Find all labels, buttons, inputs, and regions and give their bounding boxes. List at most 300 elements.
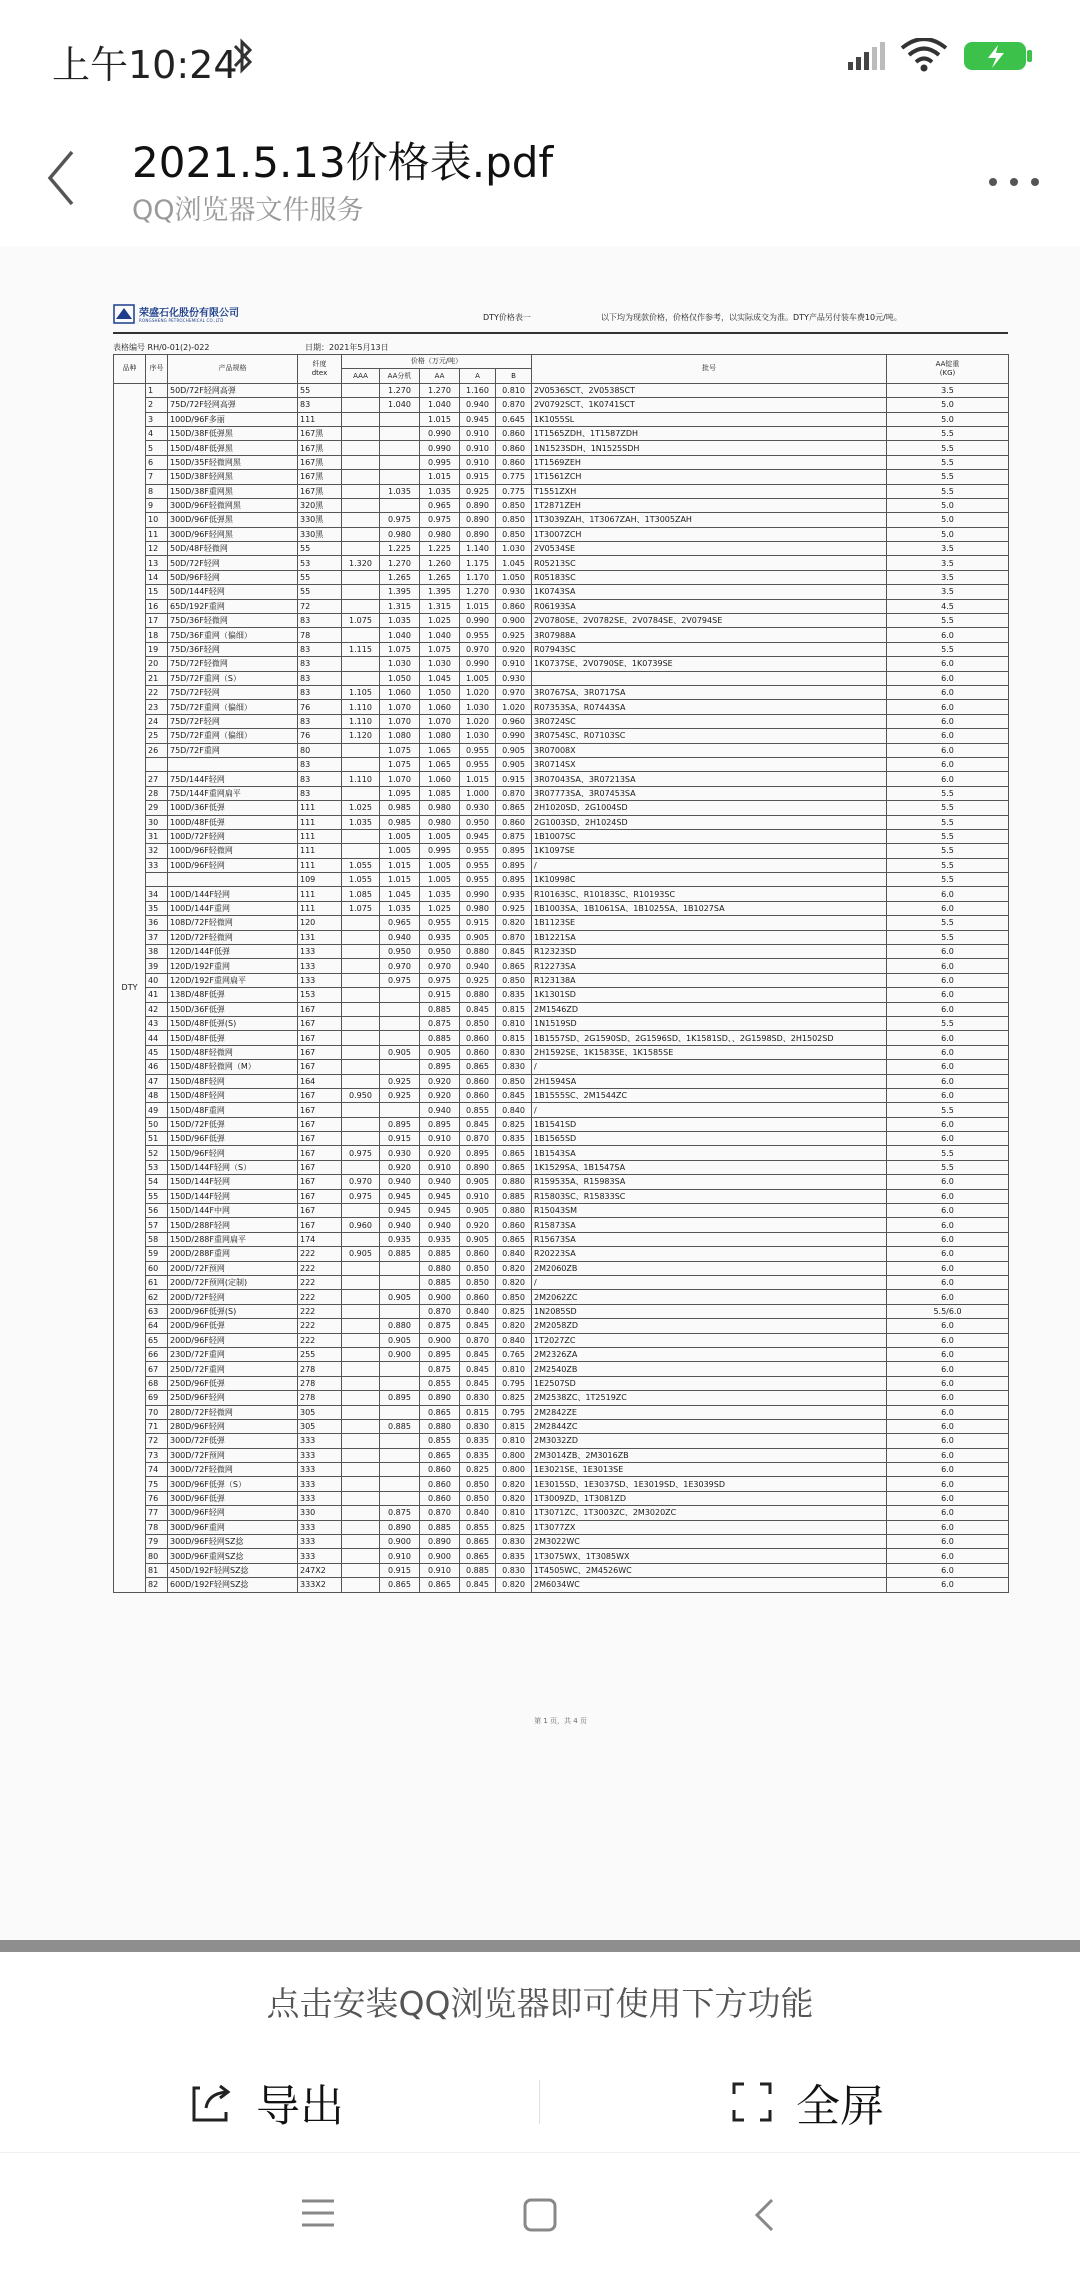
col-aa-split: AA分机 <box>380 369 420 383</box>
table-cell: 1B1565SD <box>532 1132 887 1146</box>
table-cell: 167 <box>298 1031 342 1045</box>
table-cell: 75D/144F轻网 <box>168 772 298 786</box>
table-cell: 1B1003SA、1B1061SA、1B1025SA、1B1027SA <box>532 901 887 915</box>
table-cell: 0.880 <box>460 988 496 1002</box>
table-cell: 300D/96F轻微网黑 <box>168 498 298 512</box>
table-cell: 0.925 <box>380 1088 420 1102</box>
table-cell: 48 <box>146 1088 168 1102</box>
table-cell: 0.865 <box>420 1578 460 1592</box>
table-cell: 0.975 <box>420 973 460 987</box>
table-cell: 222 <box>298 1261 342 1275</box>
table-cell: 0.980 <box>460 901 496 915</box>
table-row <box>114 1074 1009 1088</box>
table-cell: / <box>532 858 887 872</box>
table-cell: 0.850 <box>460 1491 496 1505</box>
table-cell: 0.945 <box>380 1189 420 1203</box>
table-cell: 0.920 <box>420 1088 460 1102</box>
table-cell: 1.110 <box>342 714 380 728</box>
table-cell: 35 <box>146 901 168 915</box>
table-row <box>114 1060 1009 1074</box>
table-cell: 6.0 <box>887 1362 1009 1376</box>
table-row <box>114 1290 1009 1304</box>
table-cell: 6.0 <box>887 1074 1009 1088</box>
table-cell <box>380 1002 420 1016</box>
table-cell: 111 <box>298 887 342 901</box>
table-cell: 15 <box>146 585 168 599</box>
table-cell: 0.890 <box>460 498 496 512</box>
table-cell <box>342 498 380 512</box>
table-cell: 1.140 <box>460 542 496 556</box>
table-cell: 0.885 <box>420 1002 460 1016</box>
table-cell: 2M2842ZE <box>532 1405 887 1419</box>
table-cell <box>342 426 380 440</box>
table-cell <box>342 930 380 944</box>
table-row <box>114 1304 1009 1318</box>
table-cell: / <box>532 1103 887 1117</box>
table-cell <box>168 873 298 887</box>
table-row <box>114 700 1009 714</box>
table-cell: 167 <box>298 1189 342 1203</box>
table-cell: 6.0 <box>887 1247 1009 1261</box>
table-cell: 150D/48F重网 <box>168 1103 298 1117</box>
table-row <box>114 556 1009 570</box>
table-cell: 6.0 <box>887 1391 1009 1405</box>
table-cell: 75D/144F重网扁平 <box>168 786 298 800</box>
table-row <box>114 930 1009 944</box>
table-row <box>114 1391 1009 1405</box>
table-cell: 2M2540ZB <box>532 1362 887 1376</box>
table-cell: 75D/36F重网（偏细） <box>168 628 298 642</box>
table-cell: 2V0536SCT、2V0538SCT <box>532 383 887 397</box>
fullscreen-label: 全屏 <box>796 2081 884 2132</box>
table-cell <box>380 1491 420 1505</box>
table-cell: 78 <box>298 628 342 642</box>
table-cell: R06193SA <box>532 599 887 613</box>
table-cell: 150D/38F低弹黑 <box>168 426 298 440</box>
fullscreen-button[interactable] <box>730 2070 884 2134</box>
page-separator <box>0 1940 1080 1952</box>
table-cell: 55 <box>298 570 342 584</box>
table-cell: 1.080 <box>420 729 460 743</box>
col-seq: 序号 <box>146 355 168 384</box>
table-cell: 1.095 <box>380 786 420 800</box>
table-cell: 0.955 <box>460 873 496 887</box>
table-cell: 55 <box>298 383 342 397</box>
table-cell: 28 <box>146 786 168 800</box>
table-row <box>114 945 1009 959</box>
table-cell <box>342 628 380 642</box>
table-cell: 0.865 <box>420 1405 460 1419</box>
table-cell: 0.955 <box>460 844 496 858</box>
table-cell: 75D/72F重网（偏细） <box>168 700 298 714</box>
table-cell: 5.5 <box>887 1016 1009 1030</box>
table-cell: 120D/144F低弹 <box>168 945 298 959</box>
table-cell: 2V0780SE、2V0782SE、2V0784SE、2V0794SE <box>532 614 887 628</box>
table-cell: 1.030 <box>460 729 496 743</box>
table-cell: 6.0 <box>887 1578 1009 1592</box>
table-cell: 0.815 <box>496 1002 532 1016</box>
table-cell <box>342 1376 380 1390</box>
table-cell: 5.5 <box>887 455 1009 469</box>
table-cell: 2M3022WC <box>532 1535 887 1549</box>
table-cell: 0.975 <box>342 1146 380 1160</box>
table-cell: 1.005 <box>460 671 496 685</box>
table-cell: 0.795 <box>496 1376 532 1390</box>
table-cell: 5.5 <box>887 930 1009 944</box>
table-cell: 1N1519SD <box>532 1016 887 1030</box>
table-cell: 1.000 <box>460 786 496 800</box>
table-cell: 450D/192F轻网SZ捻 <box>168 1563 298 1577</box>
document-note: 以下均为现款价格，价格仅作参考，以实际成交为准。DTY产品另付装车费10元/吨。 <box>601 313 902 322</box>
table-cell <box>342 1578 380 1592</box>
table-cell: 0.905 <box>460 1204 496 1218</box>
nav-back-icon[interactable] <box>752 2197 776 2237</box>
table-cell: 200D/72F预网 <box>168 1261 298 1275</box>
table-cell: 1.030 <box>380 657 420 671</box>
pdf-viewer[interactable] <box>0 246 1080 1940</box>
table-cell: 64 <box>146 1319 168 1333</box>
table-row <box>114 1045 1009 1059</box>
system-nav-bar <box>0 2152 1080 2280</box>
price-table <box>113 354 1009 1593</box>
more-options-icon[interactable] <box>986 174 1042 193</box>
table-cell <box>380 1261 420 1275</box>
table-cell: 5.5 <box>887 426 1009 440</box>
table-cell: 1.115 <box>342 642 380 656</box>
table-cell: 5.5 <box>887 1103 1009 1117</box>
table-cell: 1E2507SD <box>532 1376 887 1390</box>
table-cell: 0.925 <box>496 901 532 915</box>
table-cell: 1.065 <box>420 757 460 771</box>
table-cell: 0.990 <box>460 887 496 901</box>
table-cell: 6.0 <box>887 1261 1009 1275</box>
table-cell: 76 <box>298 729 342 743</box>
table-cell: 1B1543SA <box>532 1146 887 1160</box>
table-cell: 6.0 <box>887 1117 1009 1131</box>
table-cell: 111 <box>298 844 342 858</box>
table-cell: 0.850 <box>496 1290 532 1304</box>
table-cell: 0.775 <box>496 484 532 498</box>
table-cell <box>342 1261 380 1275</box>
col-a: A <box>460 369 496 383</box>
table-cell: 1B1541SD <box>532 1117 887 1131</box>
table-cell: 0.900 <box>380 1347 420 1361</box>
table-cell: 0.905 <box>496 757 532 771</box>
table-cell: 1T4505WC、2M4526WC <box>532 1563 887 1577</box>
table-row <box>114 1160 1009 1174</box>
table-cell: 5.5 <box>887 614 1009 628</box>
table-row <box>114 1578 1009 1592</box>
table-cell: 0.875 <box>380 1506 420 1520</box>
table-cell: 0.970 <box>496 685 532 699</box>
table-cell: 1T3077ZX <box>532 1520 887 1534</box>
table-cell: 5.5 <box>887 829 1009 843</box>
table-cell: 0.960 <box>342 1218 380 1232</box>
install-promo-banner[interactable] <box>0 1952 1080 2052</box>
table-cell <box>342 1506 380 1520</box>
table-cell: 0.860 <box>496 815 532 829</box>
table-cell: 1.060 <box>380 685 420 699</box>
table-cell: 3R07988A <box>532 628 887 642</box>
table-row <box>114 455 1009 469</box>
table-cell: 6.0 <box>887 1549 1009 1563</box>
table-cell: 75D/72F重网（S） <box>168 671 298 685</box>
table-cell: 1.225 <box>420 542 460 556</box>
table-cell: 53 <box>146 1160 168 1174</box>
table-cell: 1.045 <box>420 671 460 685</box>
table-cell <box>342 1448 380 1462</box>
table-cell: 50D/48F轻微网 <box>168 542 298 556</box>
table-cell: 51 <box>146 1132 168 1146</box>
table-row <box>114 988 1009 1002</box>
table-cell: 0.990 <box>460 657 496 671</box>
table-cell: 0.885 <box>380 1419 420 1433</box>
table-cell: 100D/144F重网 <box>168 901 298 915</box>
table-cell: 57 <box>146 1218 168 1232</box>
table-cell: 330 <box>298 1506 342 1520</box>
table-cell: 1B1007SC <box>532 829 887 843</box>
table-cell: / <box>532 1276 887 1290</box>
table-cell: 0.985 <box>380 801 420 815</box>
table-cell: 0.905 <box>380 1045 420 1059</box>
table-cell: 150D/48F轻网 <box>168 1074 298 1088</box>
table-cell: 0.910 <box>460 441 496 455</box>
table-cell: 333X2 <box>298 1578 342 1592</box>
table-cell: 167 <box>298 1088 342 1102</box>
table-cell: 0.850 <box>460 1276 496 1290</box>
table-cell: 0.765 <box>496 1347 532 1361</box>
document-date: 日期：2021年5月13日 <box>305 343 389 352</box>
table-row <box>114 1347 1009 1361</box>
table-cell: 1.055 <box>342 873 380 887</box>
table-cell: 8 <box>146 484 168 498</box>
table-cell: 1T3009ZD、1T3081ZD <box>532 1491 887 1505</box>
table-cell: 5.5 <box>887 1160 1009 1174</box>
table-cell: 1.315 <box>380 599 420 613</box>
table-cell <box>342 1419 380 1433</box>
table-cell: 333 <box>298 1491 342 1505</box>
table-row <box>114 1376 1009 1390</box>
table-cell: 46 <box>146 1060 168 1074</box>
table-cell: 300D/96F低弹（S） <box>168 1477 298 1491</box>
table-cell: 0.905 <box>460 1232 496 1246</box>
table-row <box>114 1016 1009 1030</box>
status-bar <box>0 0 1080 116</box>
table-cell: R159535A、R15983SA <box>532 1175 887 1189</box>
table-row <box>114 527 1009 541</box>
table-cell: 0.885 <box>380 1247 420 1261</box>
col-b: B <box>496 369 532 383</box>
table-cell: 43 <box>146 1016 168 1030</box>
table-row <box>114 729 1009 743</box>
table-cell: 6.0 <box>887 1405 1009 1419</box>
table-cell: 333 <box>298 1463 342 1477</box>
table-cell: 0.945 <box>460 829 496 843</box>
table-cell: 167 <box>298 1103 342 1117</box>
table-cell <box>342 1060 380 1074</box>
table-cell: 63 <box>146 1304 168 1318</box>
pdf-page <box>0 246 1080 1940</box>
table-cell: 83 <box>298 642 342 656</box>
table-row <box>114 714 1009 728</box>
table-cell: 6.0 <box>887 945 1009 959</box>
table-cell: 11 <box>146 527 168 541</box>
table-cell: 0.865 <box>460 1549 496 1563</box>
table-cell: 0.810 <box>496 383 532 397</box>
table-cell: 0.975 <box>420 513 460 527</box>
table-cell: 0.870 <box>460 1132 496 1146</box>
table-cell: 72 <box>298 599 342 613</box>
table-cell: 6.0 <box>887 1491 1009 1505</box>
table-cell: 222 <box>298 1276 342 1290</box>
table-cell: 1K0743SA <box>532 585 887 599</box>
table-cell: 0.820 <box>496 1578 532 1592</box>
table-cell: 0.955 <box>460 858 496 872</box>
table-cell: 0.845 <box>460 1002 496 1016</box>
table-cell: 1T3007ZCH <box>532 527 887 541</box>
menu-icon[interactable] <box>300 2197 336 2233</box>
table-cell: 100D/72F轻网 <box>168 829 298 843</box>
table-cell: 0.860 <box>460 1088 496 1102</box>
table-cell: 1.225 <box>380 542 420 556</box>
table-cell: 83 <box>298 786 342 800</box>
table-cell: 5.5/6.0 <box>887 1304 1009 1318</box>
table-cell: 3R07043SA、3R07213SA <box>532 772 887 786</box>
table-cell: 5.0 <box>887 527 1009 541</box>
table-cell: 1.035 <box>420 887 460 901</box>
export-button[interactable] <box>190 2070 344 2134</box>
table-cell <box>380 1405 420 1419</box>
table-cell: 80 <box>298 743 342 757</box>
table-row <box>114 685 1009 699</box>
table-cell: 3.5 <box>887 570 1009 584</box>
table-row <box>114 484 1009 498</box>
table-cell: 0.945 <box>420 1189 460 1203</box>
table-cell: 0.815 <box>496 1419 532 1433</box>
table-cell: 83 <box>298 685 342 699</box>
table-row <box>114 1204 1009 1218</box>
col-aa: AA <box>420 369 460 383</box>
table-cell: 0.910 <box>420 1132 460 1146</box>
table-cell: 1.015 <box>380 858 420 872</box>
table-cell <box>380 1103 420 1117</box>
table-cell: 1B1123SE <box>532 916 887 930</box>
table-cell: 305 <box>298 1419 342 1433</box>
table-cell: 47 <box>146 1074 168 1088</box>
table-cell: 14 <box>146 570 168 584</box>
table-cell: 1.075 <box>380 642 420 656</box>
table-row <box>114 1002 1009 1016</box>
table-cell: 1.070 <box>380 700 420 714</box>
table-cell: 250D/96F轻网 <box>168 1391 298 1405</box>
col-variety: 品种 <box>114 355 146 384</box>
table-cell: 0.820 <box>496 1261 532 1275</box>
table-cell: R12323SD <box>532 945 887 959</box>
table-cell: 6.0 <box>887 1520 1009 1534</box>
table-cell: 300D/96F轻网SZ捻 <box>168 1535 298 1549</box>
table-cell: 120 <box>298 916 342 930</box>
install-promo-text: 点击安装QQ浏览器即可使用下方功能 <box>266 1984 814 2023</box>
table-cell: R20223SA <box>532 1247 887 1261</box>
table-cell <box>380 1016 420 1030</box>
table-cell: 167黑 <box>298 455 342 469</box>
table-cell <box>342 829 380 843</box>
table-cell: 0.940 <box>460 398 496 412</box>
table-cell: 0.990 <box>420 426 460 440</box>
table-cell: R05213SC <box>532 556 887 570</box>
table-row <box>114 1506 1009 1520</box>
table-cell: 83 <box>298 757 342 771</box>
table-cell: 0.830 <box>460 1391 496 1405</box>
table-cell <box>342 1347 380 1361</box>
table-cell: 0.925 <box>380 1074 420 1088</box>
table-cell: 150D/48F低弹(S) <box>168 1016 298 1030</box>
action-divider <box>539 2080 540 2124</box>
table-cell: 5 <box>146 441 168 455</box>
table-cell: 109 <box>298 873 342 887</box>
table-cell: 20 <box>146 657 168 671</box>
table-cell: 4.5 <box>887 599 1009 613</box>
table-row <box>114 973 1009 987</box>
table-cell: 1.060 <box>420 772 460 786</box>
table-cell: 150D/36F低弹 <box>168 1002 298 1016</box>
table-cell: 300D/96F轻网 <box>168 1506 298 1520</box>
table-cell: 111 <box>298 815 342 829</box>
table-cell: 16 <box>146 599 168 613</box>
table-cell <box>342 585 380 599</box>
table-cell: 0.915 <box>380 1563 420 1577</box>
table-cell: 600D/192F轻网SZ捻 <box>168 1578 298 1592</box>
table-cell: 167 <box>298 1175 342 1189</box>
table-cell: 55 <box>146 1189 168 1203</box>
table-cell: 5.5 <box>887 844 1009 858</box>
table-cell: 100D/96F多丽 <box>168 412 298 426</box>
table-cell: 222 <box>298 1333 342 1347</box>
table-cell: 1T3071ZC、1T3003ZC、2M3020ZC <box>532 1506 887 1520</box>
table-cell: 5.5 <box>887 801 1009 815</box>
table-cell: 6.0 <box>887 743 1009 757</box>
table-cell <box>342 570 380 584</box>
table-cell: 1T2871ZEH <box>532 498 887 512</box>
table-cell: 6.0 <box>887 1132 1009 1146</box>
table-cell: 6.0 <box>887 1419 1009 1433</box>
table-cell <box>380 1276 420 1290</box>
table-cell: 5.0 <box>887 498 1009 512</box>
table-cell: 55 <box>298 585 342 599</box>
table-cell <box>380 1463 420 1477</box>
table-cell: 6.0 <box>887 1477 1009 1491</box>
table-cell: 131 <box>298 930 342 944</box>
table-cell: 41 <box>146 988 168 1002</box>
table-cell: 1T2027ZC <box>532 1333 887 1347</box>
table-cell: 167 <box>298 1204 342 1218</box>
table-cell: 305 <box>298 1405 342 1419</box>
table-cell <box>342 527 380 541</box>
table-cell: 61 <box>146 1276 168 1290</box>
table-cell <box>342 1232 380 1246</box>
table-cell: 0.820 <box>496 1491 532 1505</box>
table-cell: 0.995 <box>420 455 460 469</box>
table-cell: 0.905 <box>460 1175 496 1189</box>
back-arrow-icon[interactable] <box>44 146 78 214</box>
table-cell: 0.920 <box>420 1146 460 1160</box>
table-cell: 36 <box>146 916 168 930</box>
home-icon[interactable] <box>522 2197 558 2237</box>
table-cell <box>532 671 887 685</box>
table-row <box>114 599 1009 613</box>
table-cell: 5.5 <box>887 470 1009 484</box>
table-cell: 0.995 <box>420 844 460 858</box>
